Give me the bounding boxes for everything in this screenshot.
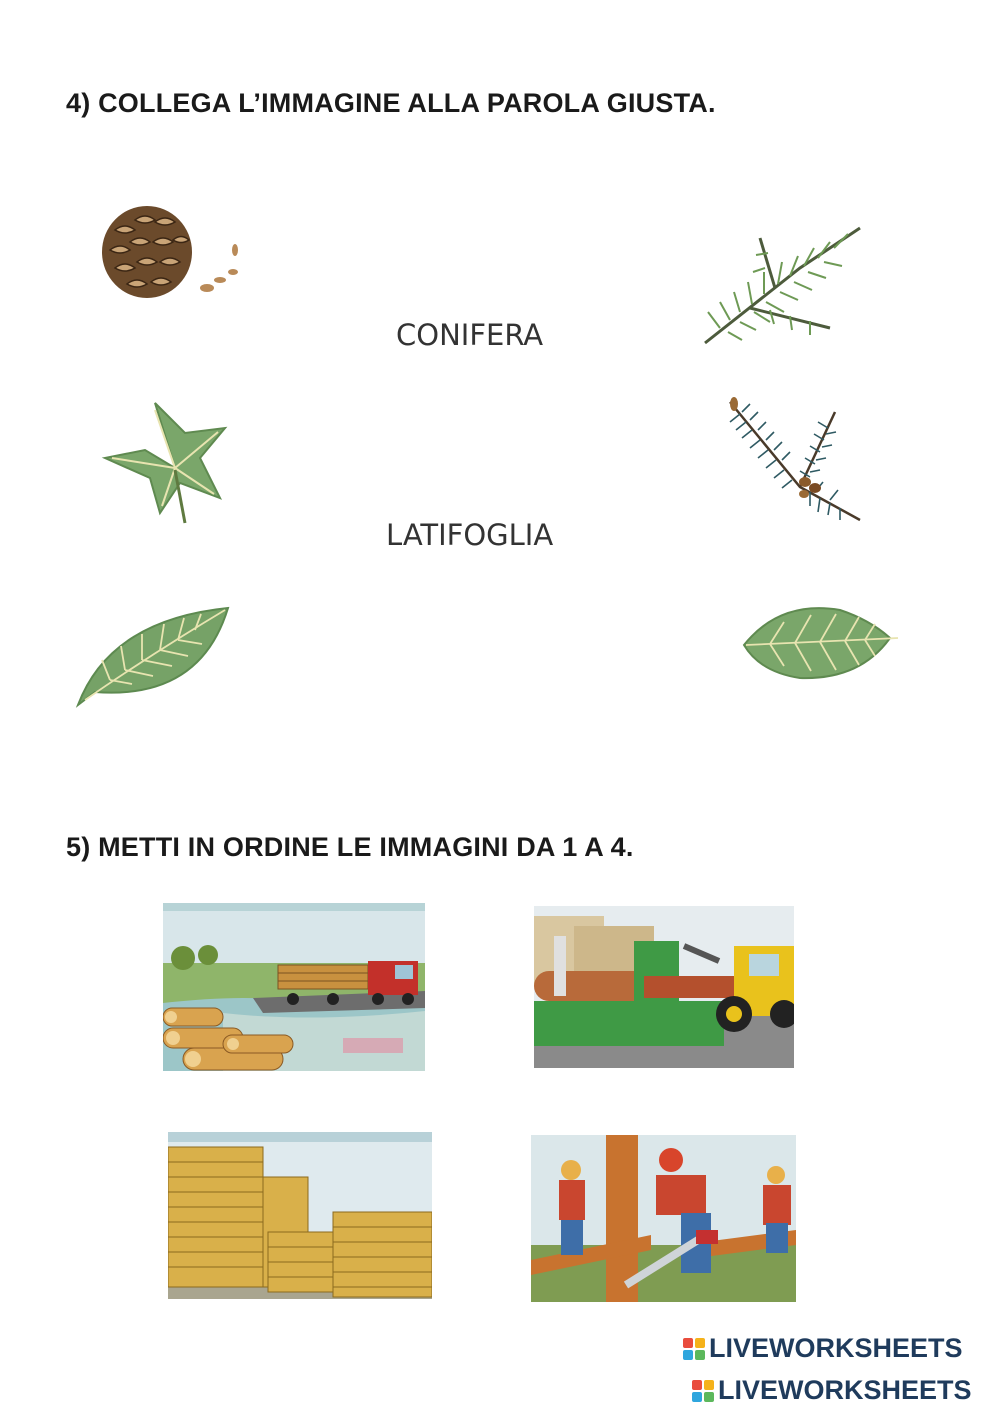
logging-truck-image[interactable]	[163, 903, 425, 1071]
liveworksheets-icon	[683, 1338, 705, 1360]
sawmill-loader-image[interactable]	[534, 906, 794, 1068]
elongated-leaf-image[interactable]	[70, 600, 235, 712]
word-conifera[interactable]: CONIFERA	[396, 318, 544, 352]
word-latifoglia[interactable]: LATIFOGLIA	[386, 518, 554, 552]
maple-leaf-image[interactable]	[100, 398, 235, 528]
lumberjacks-image[interactable]	[531, 1135, 796, 1302]
liveworksheets-label: LIVEWORKSHEETS	[718, 1375, 972, 1405]
liveworksheets-label: LIVEWORKSHEETS	[709, 1333, 963, 1363]
fir-branch-image[interactable]	[690, 208, 875, 358]
liveworksheets-logo-secondary	[692, 1375, 972, 1406]
spruce-branch-image[interactable]	[720, 392, 870, 527]
section5-title: 5) METTI IN ORDINE LE IMMAGINI DA 1 A 4.	[66, 832, 634, 862]
section4-title: 4) COLLEGA L’IMMAGINE ALLA PAROLA GIUSTA.	[66, 88, 716, 118]
pine-cone-image[interactable]	[95, 200, 245, 305]
liveworksheets-logo	[683, 1333, 963, 1364]
lumber-stacks-image[interactable]	[168, 1132, 432, 1299]
liveworksheets-icon	[692, 1380, 714, 1402]
oval-leaf-image[interactable]	[740, 600, 900, 682]
